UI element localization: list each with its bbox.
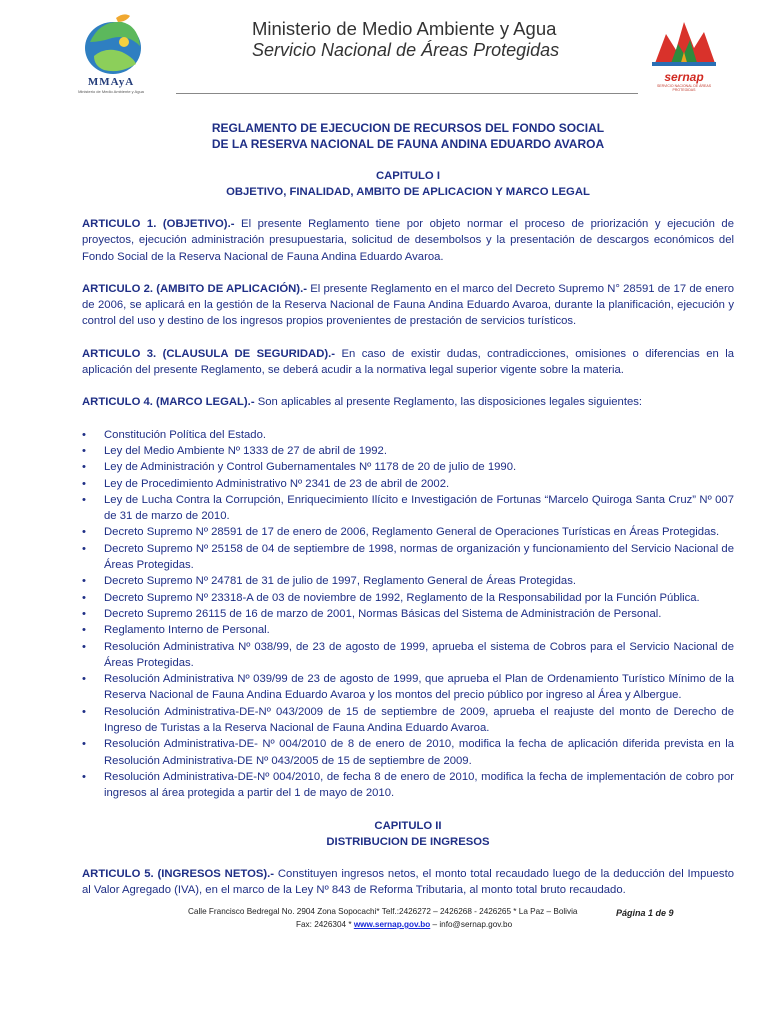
article-5-heading: ARTICULO 5. (INGRESOS NETOS).- [82, 867, 275, 880]
chapter-2-title: DISTRIBUCION DE INGRESOS [326, 835, 490, 848]
mmaya-logo-subtext: Ministerio de Medio Ambiente y Agua [78, 89, 144, 94]
legal-list-item-text: Ley de Procedimiento Administrativo Nº 2341 de 23 de abril de 2002. [104, 477, 450, 490]
legal-list-item [82, 639, 734, 672]
legal-list-item-text: Resolución Administrativa Nº 039/99 de 23 de agosto de 1999, que aprueba el Plan de Ordenamiento Turístico Mínimo de la Reserva Nacional de Fauna Andina Eduardo Avaroa y los montos del precio público por ingreso al Área y Albergue. [104, 673, 734, 702]
page-number: Página 1 de 9 [616, 908, 674, 918]
legal-list-item [82, 427, 734, 443]
footer-contact [296, 920, 512, 929]
chapter-1-title: OBJETIVO, FINALIDAD, AMBITO DE APLICACION Y MARCO LEGAL [226, 186, 590, 198]
legal-list-item-text: Reglamento Interno de Personal. [104, 624, 270, 637]
legal-list-item-text: Ley de Lucha Contra la Corrupción, Enriquecimiento Ilícito e Investigación de Fortunas “Marcelo Quiroga Santa Cruz” Nº 007 de 31 de marzo de 2010. [104, 493, 734, 523]
legal-list-item [82, 524, 734, 540]
bullet-icon: • [82, 526, 86, 539]
bullet-icon: • [82, 575, 86, 588]
bullet-icon: • [82, 640, 86, 653]
article-4 [82, 394, 734, 410]
legal-list-item [82, 476, 734, 492]
article-4-heading: ARTICULO 4. (MARCO LEGAL).- [82, 396, 255, 409]
ministry-title: Ministerio de Medio Ambiente y Agua [252, 18, 557, 39]
article-3 [82, 346, 734, 379]
legal-framework-list [82, 427, 734, 802]
footer-website-link[interactable]: www.sernap.gov.bo [353, 920, 431, 929]
legal-list-item [82, 671, 734, 704]
footer-address: Calle Francisco Bedregal No. 2904 Zona Sopocachi* Telf.:2426272 – 2426268 - 2426265 * La Paz – Bolivia [188, 907, 578, 916]
bullet-icon: • [82, 738, 86, 751]
legal-list-item [82, 606, 734, 622]
sernap-logo-subtext: SERVICIO NACIONAL DE ÁREAS PROTEGIDAS [656, 84, 712, 92]
legal-list-item [82, 622, 734, 638]
legal-list-item-text: Resolución Administrativa Nº 038/99, de 23 de agosto de 1999, aprueba el sistema de Cobros para el Servicio Nacional de Áreas Protegidas. [104, 640, 734, 669]
bullet-icon: • [82, 493, 86, 506]
bullet-icon: • [82, 591, 86, 604]
bullet-icon: • [82, 624, 86, 637]
article-2 [82, 281, 734, 330]
legal-list-item-text: Resolución Administrativa-DE-Nº 043/2009 de 15 de septiembre de 2009, aprueba el reajuste del monto de Derecho de Ingreso de Turistas a la Reserva Nacional de Fauna Andina Eduardo Avaroa. [104, 705, 734, 735]
document-body [82, 120, 734, 914]
mmaya-logo-text: MMAyA [87, 76, 135, 88]
header-divider [176, 93, 638, 94]
legal-list-item-text: Decreto Supremo Nº 24781 de 31 de julio de 1997, Reglamento General de Áreas Protegidas. [104, 575, 576, 588]
article-2-text: El presente Reglamento en el marco del Decreto Supremo N° 28591 de 17 de enero de 2006, se aplicará en la gestión de la Reserva Nacional de Fauna Andina Eduardo Avaroa, durante la planificación, ejecución y control del uso y destino de los ingresos propios provenientes de prestación de servicios turísticos. [82, 282, 734, 328]
legal-list-item [82, 736, 734, 769]
bullet-icon: • [82, 428, 86, 441]
legal-list-item [82, 492, 734, 525]
legal-list-item-text: Decreto Supremo 26115 de 16 de marzo de 2001, Normas Básicas del Sistema de Administración de Personal. [104, 607, 662, 620]
mmaya-emblem-icon [72, 12, 154, 78]
bullet-icon: • [82, 542, 86, 555]
article-1 [82, 216, 734, 265]
sernap-emblem-icon [646, 14, 722, 70]
article-3-heading: ARTICULO 3. (CLAUSULA DE SEGURIDAD).- [82, 347, 336, 360]
footer-fax: Fax: 2426304 * [296, 920, 354, 929]
legal-list-item-text: Resolución Administrativa-DE-Nº 004/2010, de fecha 8 de enero de 2010, modifica la fecha de implementación de cobro por ingresos al área protegida a partir del 1 de mayo de 2010. [104, 770, 734, 800]
legal-list-item-text: Ley del Medio Ambiente Nº 1333 de 27 de abril de 1992. [104, 444, 387, 457]
legal-list-item-text: Resolución Administrativa-DE- Nº 004/2010 de 8 de enero de 2010, modifica la fecha de aplicación diferida prevista en la Resolución Administrativa-DE Nº 043/2005 de 15 de septiembre de 2009. [104, 738, 734, 767]
article-1-heading: ARTICULO 1. (OBJETIVO).- [82, 218, 235, 230]
article-2-heading: ARTICULO 2. (AMBITO DE APLICACIÓN).- [82, 282, 307, 295]
chapter-1-label: CAPITULO I [375, 170, 440, 182]
document-title-line-1: REGLAMENTO DE EJECUCION DE RECURSOS DEL FONDO SOCIAL [211, 121, 605, 135]
bullet-icon: • [82, 477, 86, 490]
article-4-text: Son aplicables al presente Reglamento, las disposiciones legales siguientes: [254, 396, 643, 409]
legal-list-item-text: Decreto Supremo Nº 25158 de 04 de septiembre de 1998, normas de organización y funcionamiento del Servicio Nacional de Áreas Protegidas. [104, 542, 734, 572]
sernap-logo-text: sernap [664, 70, 704, 84]
chapter-2-label: CAPITULO II [374, 819, 442, 832]
bullet-icon: • [82, 673, 86, 686]
article-5 [82, 866, 734, 899]
article-1-text: El presente Reglamento tiene por objeto normar el proceso de priorización y ejecución de proyectos, ejecución administración presupuestaria, solicitud de desembolsos y la presentación de descargos económicos del Fondo Social de la Reserva Nacional de Fauna Andina Eduardo Avaroa. [82, 218, 734, 263]
legal-list-item-text: Constitución Política del Estado. [104, 428, 267, 441]
article-5-text: Constituyen ingresos netos, el monto total recaudado luego de la deducción del Impuesto al Valor Agregado (IVA), en el marco de la Ley Nº 843 de Reforma Tributaria, al monto total bruto recaudado. [82, 867, 734, 896]
footer-email: – info@sernap.gov.bo [430, 920, 513, 929]
legal-list-item-text: Ley de Administración y Control Gubernamentales Nº 1178 de 20 de julio de 1990. [104, 461, 517, 474]
service-title: Servicio Nacional de Áreas Protegidas [252, 40, 560, 60]
bullet-icon: • [82, 461, 86, 474]
sernap-logo [646, 14, 722, 94]
legal-list-item [82, 769, 734, 802]
bullet-icon: • [82, 444, 86, 457]
document-title-line-2: DE LA RESERVA NACIONAL DE FAUNA ANDINA EDUARDO AVAROA [211, 137, 605, 151]
legal-list-item [82, 541, 734, 574]
bullet-icon: • [82, 770, 86, 783]
legal-list-item [82, 590, 734, 606]
legal-list-item [82, 573, 734, 589]
article-3-text: En caso de existir dudas, contradicciones, omisiones o diferencias en la aplicación del presente Reglamento, se deberá acudir a la normativa legal superior vigente sobre la materia. [82, 347, 735, 377]
legal-list-item [82, 459, 734, 475]
legal-list-item [82, 704, 734, 737]
bullet-icon: • [82, 705, 86, 718]
bullet-icon: • [82, 607, 86, 620]
legal-list-item-text: Decreto Supremo Nº 28591 de 17 de enero de 2006, Reglamento General de Operaciones Turísticas en Áreas Protegidas. [104, 526, 720, 539]
mmaya-logo [72, 12, 154, 94]
legal-list-item-text: Decreto Supremo Nº 23318-A de 03 de noviembre de 1992, Reglamento de la Responsabilidad por la Función Pública. [104, 591, 700, 604]
legal-list-item [82, 443, 734, 459]
